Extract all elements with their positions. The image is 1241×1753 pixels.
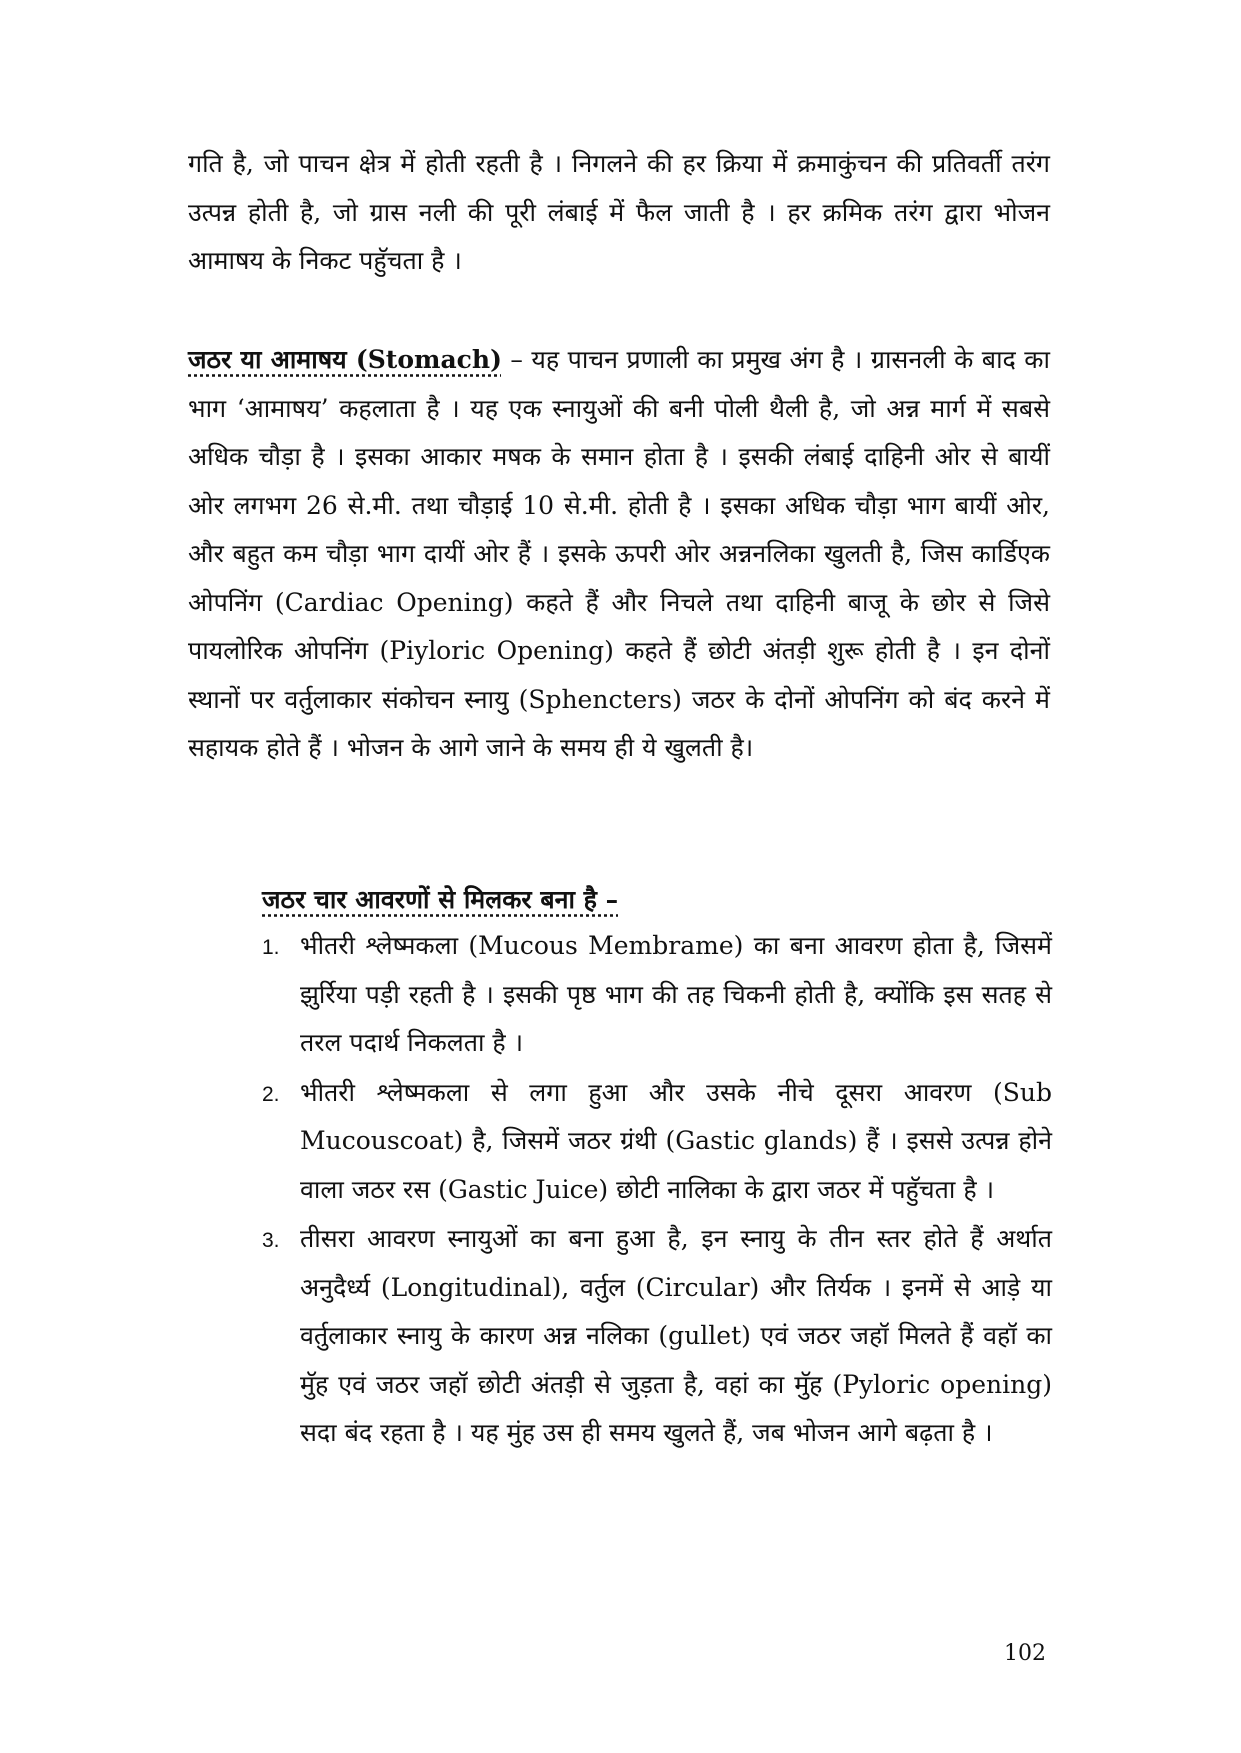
list-item-number: 3. bbox=[262, 1229, 280, 1252]
list-item-text: भीतरी श्लेष्मकला से लगा हुआ और उसके नीचे दूसरा आवरण (Sub Mucouscoat) है, जिसमें जठर ग्रंथी (Gastic glands) हैं । इससे उत्पन्न होने वाला जठर रस (Gastic Juice) छोटी नालिका के द्वारा जठर में पहुॅचता है । bbox=[300, 1077, 1052, 1204]
list-item-number: 1. bbox=[262, 936, 280, 959]
paragraph-intro: गति है, जो पाचन क्षेत्र में होती रहती है । निगलने की हर क्रिया में क्रमाकुंचन की प्रतिवर्ती तरंग उत्पन्न होती है, जो ग्रास नली की पूरी लंबाई में फैल जाती है । हर क्रमिक तरंग द्वारा भोजन आमाषय के निकट पहुॅचता है । bbox=[188, 149, 1050, 275]
stomach-heading: जठर या आमाषय (Stomach) bbox=[188, 345, 502, 374]
list-item bbox=[262, 922, 1052, 1068]
paragraph-stomach bbox=[188, 336, 1050, 773]
list-item-text: तीसरा आवरण स्नायुओं का बना हुआ है, इन स्नायु के तीन स्तर होते हैं अर्थात अनुदैर्ध्य (Longitudinal), वर्तुल (Circular) और तिर्यक । इनमें से आड़े या वर्तुलाकार स्नायु के कारण अन्न नलिका (gullet) एवं जठर जहॉ मिलते हैं वहॉ का मुॅह एवं जठर जहॉ छोटी अंतड़ी से जुड़ता है, वहां का मुॅह (Pyloric opening) सदा बंद रहता है । यह मुंह उस ही समय खुलते हैं, जब भोजन आगे बढ़ता है । bbox=[300, 1224, 1052, 1447]
layers-heading: जठर चार आवरणों से मिलकर बना है – bbox=[262, 885, 619, 914]
list-item bbox=[262, 1069, 1052, 1215]
page-number: 102 bbox=[1004, 1641, 1046, 1666]
list-item-text: भीतरी श्लेष्मकला (Mucous Membrame) का बना आवरण होता है, जिसमें झुर्रिया पड़ी रहती है । इसकी पृष्ठ भाग की तह चिकनी होती है, क्योंकि इस सतह से तरल पदार्थ निकलता है । bbox=[300, 931, 1052, 1057]
list-item bbox=[262, 1215, 1052, 1458]
stomach-description: – यह पाचन प्रणाली का प्रमुख अंग है । ग्रासनली के बाद का भाग ‘आमाषय’ कहलाता है । यह एक स्नायुओं की बनी पोली थैली है, जो अन्न मार्ग में सबसे अधिक चौड़ा है । इसका आकार मषक के समान होता है । इसकी लंबाई दाहिनी ओर से बायीं ओर लगभग 26 से.मी. तथा चौड़ाई 10 से.मी. होती है । इसका अधिक चौड़ा भाग बायीं ओर, और बहुत कम चौड़ा भाग दायीं ओर हैं । इसके ऊपरी ओर अन्ननलिका खुलती है, जिस कार्डिएक ओपनिंग (Cardiac Opening) कहते हैं और निचले तथा दाहिनी बाजू के छोर से जिसे पायलोरिक ओपनिंग (Piyloric Opening) कहते हैं छोटी अंतड़ी शुरू होती है । इन दोनों स्थानों पर वर्तुलाकार संकोचन स्नायु (Sphencters) जठर के दोनों ओपनिंग को बंद करने में सहायक होते हैं । भोजन के आगे जाने के समय ही ये खुलती है। bbox=[188, 345, 1050, 762]
list-item-number: 2. bbox=[262, 1082, 280, 1106]
layers-list bbox=[262, 922, 1052, 1459]
